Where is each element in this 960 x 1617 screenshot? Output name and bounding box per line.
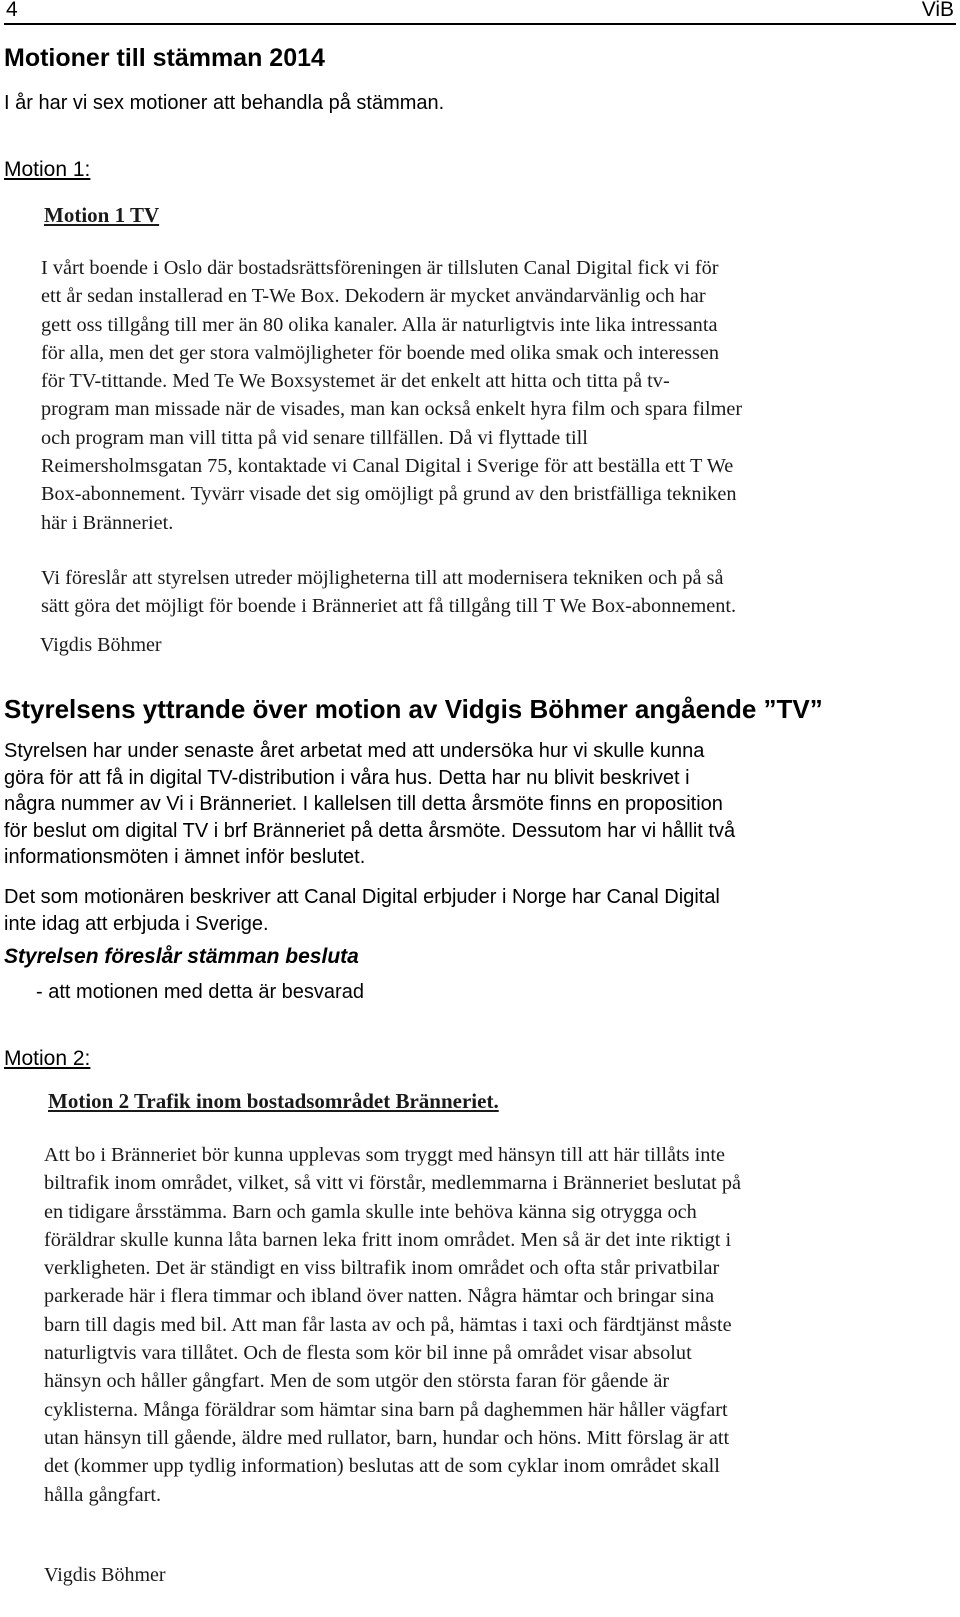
- scan-line: det (kommer upp tydlig information) beslutas att de som cyklar inom området skall: [44, 1455, 720, 1478]
- text-line: Styrelsen har under senaste året arbetat med att undersöka hur vi skulle kunna: [4, 740, 705, 762]
- scan-line: hänsyn och håller gångfart. Men de som utgör den största faran för gående är: [44, 1370, 670, 1393]
- motion-2-signature: Vigdis Böhmer: [44, 1564, 166, 1586]
- text-line: Det som motionären beskriver att Canal Digital erbjuder i Norge har Canal Digital: [4, 886, 720, 908]
- scan-line: Vi föreslår att styrelsen utreder möjligheterna till att modernisera tekniken och på så: [41, 567, 724, 589]
- scan-line: föräldrar skulle kunna låta barnen leka fritt inom området. Men så är det inte riktigt i: [44, 1228, 732, 1251]
- scan-line: utan hänsyn till gående, äldre med rullator, barn, hundar och höns. Mitt förslag är att: [44, 1426, 730, 1449]
- scan-line: barn till dagis med bil. Att man får lasta av och på, hämtas i taxi och färdtjänst måste: [44, 1313, 732, 1336]
- intro-text: I år har vi sex motioner att behandla på stämman.: [4, 92, 445, 114]
- motion-1-signature: Vigdis Böhmer: [40, 634, 162, 656]
- response-paragraph-1: [4, 738, 944, 871]
- scan-line: parkerade här i flera timmar och ibland över natten. Några hämtar och bringar sina: [44, 1285, 715, 1308]
- motion-2-scan-title: Motion 2 Trafik inom bostadsområdet Bränneriet.: [48, 1089, 499, 1113]
- scan-line: Att bo i Bränneriet bör kunna upplevas som tryggt med hänsyn till att här tillåts inte: [44, 1144, 725, 1166]
- motion-1-scan-title: Motion 1 TV: [44, 203, 160, 227]
- scan-line: här i Bränneriet.: [41, 511, 174, 534]
- publication-tag: ViB: [921, 0, 954, 21]
- scan-line: och program man vill titta på vid senare tillfällen. Då vi flyttade till: [41, 426, 588, 449]
- motion-2-label: Motion 2:: [4, 1047, 91, 1070]
- response-heading: Styrelsens yttrande över motion av Vidgis Böhmer angående ”TV”: [4, 694, 823, 724]
- scan-line: hålla gångfart.: [44, 1483, 162, 1506]
- proposal-heading: Styrelsen föreslår stämman besluta: [4, 945, 359, 968]
- scan-line: gett oss tillgång till mer än 80 olika kanaler. Alla är naturligtvis inte lika intressanta: [41, 313, 718, 336]
- scan-line: naturligtvis vara tillåtet. Och de flesta som kör bil inne på området visar absolut: [44, 1342, 692, 1365]
- scan-line: sätt göra det möjligt för boende i Bränneriet att få tillgång till T We Box-abonnement.: [41, 595, 737, 618]
- scan-line: biltrafik inom området, vilket, så vitt vi förstår, medlemmarna i Bränneriet beslutat på: [44, 1172, 741, 1195]
- page-number: 4: [6, 0, 18, 21]
- motion-1-label: Motion 1:: [4, 158, 91, 181]
- page-title: Motioner till stämman 2014: [4, 44, 325, 72]
- scan-line: verkligheten. Det är ständigt en viss biltrafik inom området och ofta står privatbilar: [44, 1257, 720, 1280]
- scan-line: för alla, men det ger stora valmöjligheter för boende med olika smak och interessen: [41, 341, 720, 364]
- text-line: för beslut om digital TV i brf Bränneriet på detta årsmöte. Dessutom har vi hållit två: [4, 819, 736, 842]
- text-line: inte idag att erbjuda i Sverige.: [4, 912, 269, 935]
- scan-line: cyklisterna. Många föräldrar som hämtar sina barn på daghemmen här håller vägfart: [44, 1398, 728, 1421]
- scan-line: program man missade när de visades, man kan också enkelt hyra film och spara filmer: [41, 398, 743, 421]
- scan-line: I vårt boende i Oslo där bostadsrättsföreningen är tillsluten Canal Digital fick vi för: [41, 257, 719, 279]
- text-line: göra för att få in digital TV-distribution i våra hus. Detta har nu blivit beskrivet i: [4, 766, 690, 789]
- proposal-item: - att motionen med detta är besvarad: [36, 981, 364, 1003]
- motion-1-paragraph-1: [41, 254, 921, 537]
- scan-line: en tidigare årsstämma. Barn och gamla skulle inte behöva känna sig otrygga och: [44, 1200, 697, 1223]
- scan-line: för TV-tittande. Med Te We Boxsystemet är det enkelt att hitta och titta på tv-: [41, 370, 670, 393]
- scan-line: Reimersholmsgatan 75, kontaktade vi Canal Digital i Sverige för att beställa ett T We: [41, 455, 734, 478]
- response-paragraph-2: [4, 884, 944, 937]
- text-line: informationsmöten i ämnet inför beslutet.: [4, 846, 366, 868]
- header-rule: [4, 23, 956, 25]
- scan-line: ett år sedan installerad en T-We Box. Dekodern är mycket användarvänlig och har: [41, 285, 706, 308]
- motion-2-paragraph: [44, 1141, 934, 1509]
- scan-line: Box-abonnement. Tyvärr visade det sig omöjligt på grund av den bristfälliga tekniken: [41, 483, 737, 506]
- motion-1-paragraph-2: [41, 564, 921, 621]
- text-line: några nummer av Vi i Bränneriet. I kallelsen till detta årsmöte finns en proposition: [4, 793, 723, 815]
